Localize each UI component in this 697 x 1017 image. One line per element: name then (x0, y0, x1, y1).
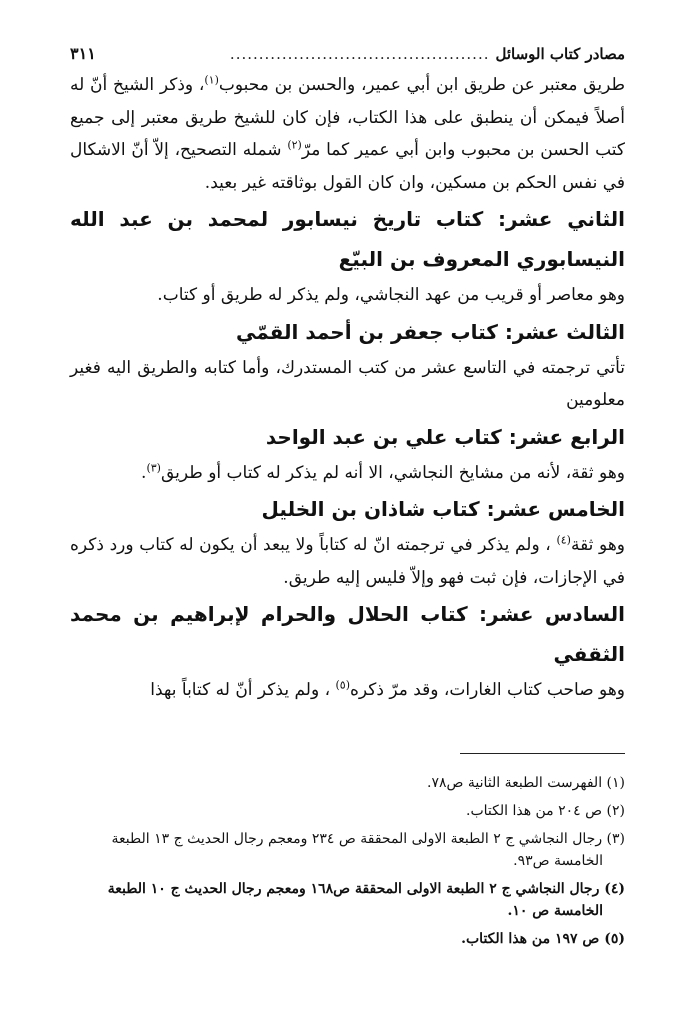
paragraph-text: وهو صاحب كتاب الغارات، وقد مرّ ذكره (349, 680, 625, 700)
footnote-5: (٥) ص ١٩٧ من هذا الكتاب. (461, 930, 625, 947)
running-header-leader-dots: ............................................. (229, 45, 490, 63)
page-number: ٣١١ (70, 44, 96, 63)
paragraph-continuation (70, 69, 625, 199)
section-heading-16: السادس عشر: كتاب الحلال والحرام لإبراهيم بن محمد الثقفي (70, 602, 625, 666)
section-heading-14: الرابع عشر: كتاب علي بن عبد الواحد (265, 424, 625, 449)
footnote-ref-2[interactable]: (٢) (287, 138, 302, 152)
paragraph-text: طريق معتبر عن طريق ابن أبي عمير، والحسن بن محبوب (218, 75, 626, 95)
footnote-3: (٣) رجال النجاشي ج ٢ الطبعة الاولى المحققة ص ٢٣٤ ومعجم رجال الحديث ج ١٣ الطبعة الخامسة ص٩٣. (111, 830, 625, 869)
main-text (70, 69, 625, 707)
footnote-ref-5[interactable]: (٥) (335, 678, 350, 692)
running-header (70, 44, 625, 63)
paragraph-12: وهو معاصر أو قريب من عهد النجاشي، ولم يذكر له طريق أو كتاب. (157, 285, 625, 305)
running-header-title: مصادر كتاب الوسائل (495, 45, 625, 63)
footnote-ref-1[interactable]: (١) (204, 73, 219, 87)
paragraph-14 (70, 457, 625, 490)
footnote-4: (٤) رجال النجاشي ج ٢ الطبعة الاولى المحققة ص١٦٨ ومعجم رجال الحديث ج ١٠ الطبعة الخامسة ص ١٠. (107, 880, 625, 919)
paragraph-text: وهو ثقة، لأنه من مشايخ النجاشي، الا أنه لم يذكر له كتاب أو طريق (160, 462, 625, 483)
section-heading-13: الثالث عشر: كتاب جعفر بن أحمد القمّي (235, 319, 625, 344)
paragraph-16 (70, 674, 625, 707)
footnotes (70, 772, 625, 950)
paragraph-text: وهو ثقة (570, 535, 625, 555)
paragraph-text: . (141, 462, 147, 483)
paragraph-15 (70, 529, 625, 594)
section-heading-15: الخامس عشر: كتاب شاذان بن الخليل (261, 497, 625, 521)
paragraph-13: تأتي ترجمته في التاسع عشر من كتب المستدرك، وأما كتابه والطريق اليه فغير معلومين (70, 357, 625, 410)
footnote-ref-4[interactable]: (٤) (556, 533, 571, 547)
paragraph-text: ، وذكر الشيخ أنّ له أصلاً فيمكن أن ينطبق على هذا الكتاب، فإن كان للشيخ طريق معتبر إلى جميع كتب الحسن بن محبوب وابن أبي عمير كما مرّ (70, 75, 625, 160)
footnote-ref-3[interactable]: (٣) (146, 460, 161, 474)
paragraph-text: ، ولم يذكر في ترجمته انّ له كتاباً ولا يبعد أن يكون له كتاب ورد ذكره في الإجازات، فإن ثبت فهو وإلاّ فليس إليه طريق. (70, 535, 625, 588)
section-heading-12: الثاني عشر: كتاب تاريخ نيسابور لمحمد بن عبد الله النيسابوري المعروف بن البيّع (70, 207, 625, 271)
footnote-divider (460, 753, 625, 754)
footnote-2: (٢) ص ٢٠٤ من هذا الكتاب. (466, 802, 625, 819)
footnote-1: (١) الفهرست الطبعة الثانية ص٧٨. (427, 774, 625, 791)
paragraph-text: شمله التصحيح، إلاّ أنّ الاشكال في نفس الحكم بن مسكين، وان كان القول بوثاقته غير بعيد. (70, 140, 625, 193)
paragraph-text: ، ولم يذكر أنّ له كتاباً بهذا (150, 680, 336, 700)
